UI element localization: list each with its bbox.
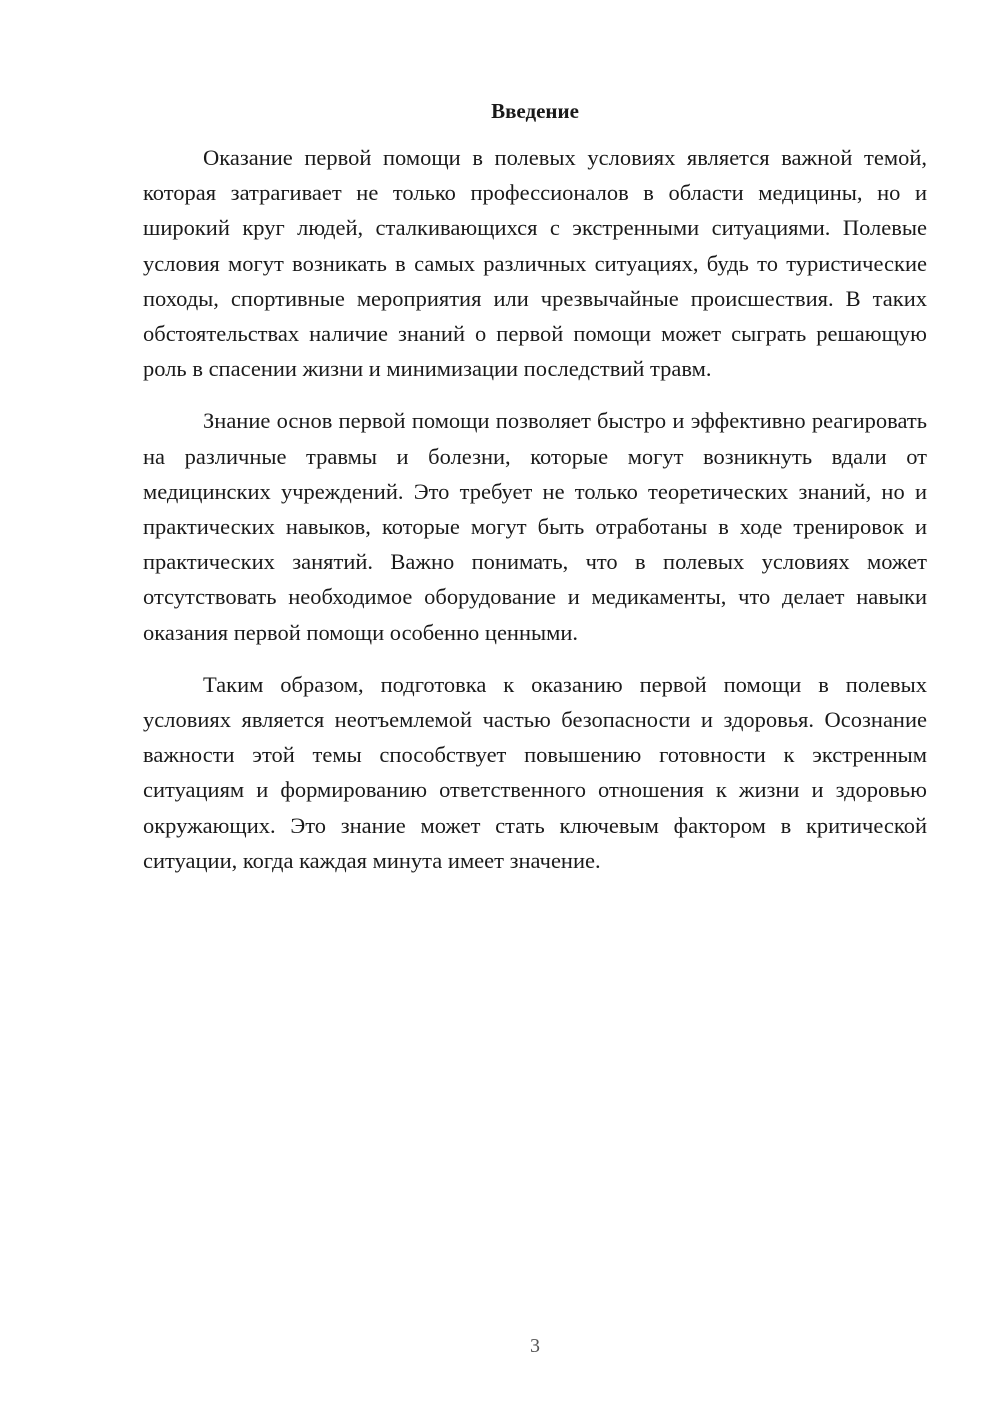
page-content [143, 96, 927, 895]
paragraph-1: Оказание первой помощи в полевых условиях является важной темой, которая затрагивает не только профессионалов в области медицины, но и широкий круг людей, сталкивающихся с экстренными ситуациями. Полевые условия могут возникать в самых различных ситуациях, будь то туристические походы, спортивные мероприятия или чрезвычайные происшествия. В таких обстоятельствах наличие знаний о первой помощи может сыграть решающую роль в спасении жизни и минимизации последствий травм. [143, 145, 927, 382]
paragraph-2: Знание основ первой помощи позволяет быстро и эффективно реагировать на различные травмы и болезни, которые могут возникнуть вдали от медицинских учреждений. Это требует не только теоретических знаний, но и практических навыков, которые могут быть отработаны в ходе тренировок и практических занятий. Важно понимать, что в полевых условиях может отсутствовать необходимое оборудование и медикаменты, что делает навыки оказания первой помощи особенно ценными. [143, 408, 927, 645]
paragraph-3: Таким образом, подготовка к оказанию первой помощи в полевых условиях является неотъемлемой частью безопасности и здоровья. Осознание важности этой темы способствует повышению готовности к экстренным ситуациям и формированию ответственного отношения к жизни и здоровью окружающих. Это знание может стать ключевым фактором в критической ситуации, когда каждая минута имеет значение. [143, 671, 927, 873]
page-number: 3 [530, 1335, 540, 1357]
section-title: Введение [491, 99, 579, 123]
